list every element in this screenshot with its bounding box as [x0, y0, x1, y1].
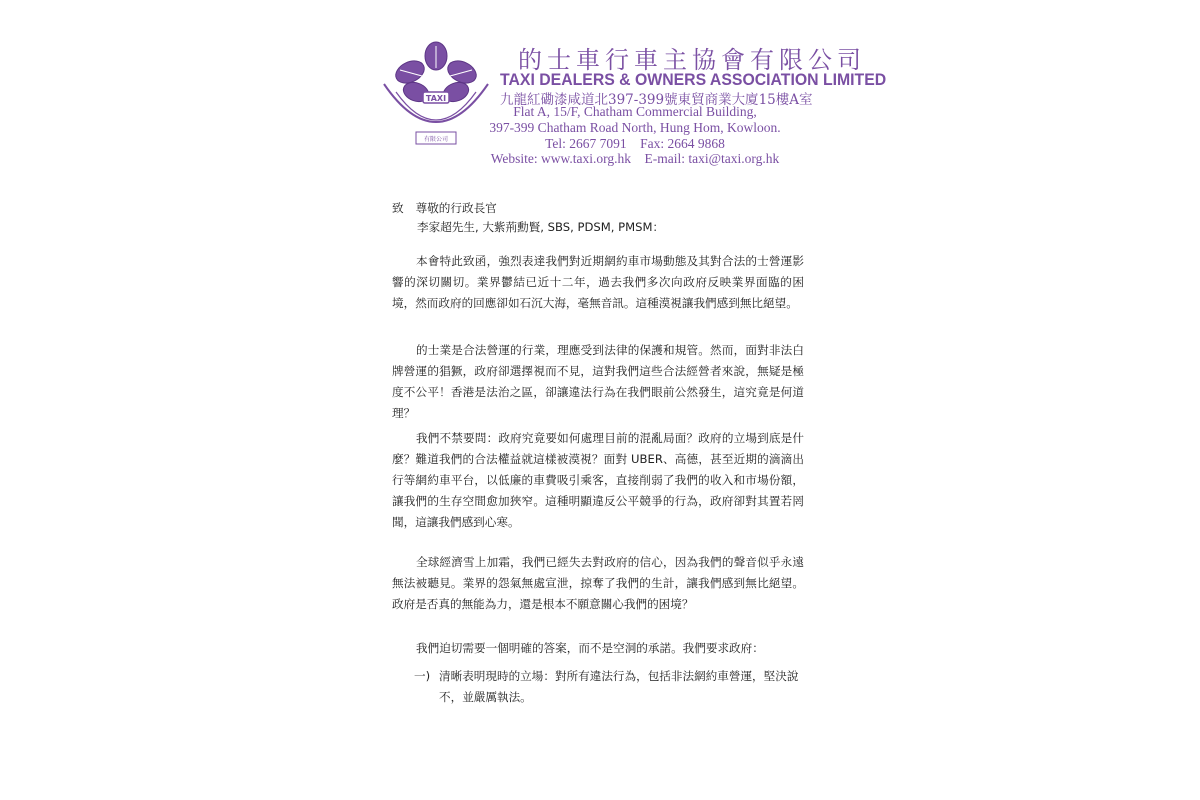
demand-number: 一) — [414, 669, 431, 683]
association-english-name: TAXI DEALERS & OWNERS ASSOCIATION LIMITED — [500, 70, 887, 89]
demand-item — [414, 666, 804, 708]
english-address-line-1: Flat A, 15/F, Chatham Commercial Building, — [513, 104, 757, 119]
addressee: 李家超先生, 大紫荊勳賢, SBS, PDSM, PMSM： — [417, 220, 665, 234]
paragraph-3: 我們不禁要問：政府究竟要如何處理目前的混亂局面？政府的立場到底是什麼？難道我們的合法權益就這樣被漠視？面對 UBER、高德，甚至近期的滴滴出行等網約車平台，以低廉的車費吸引乘客，直接削弱了我們的收入和市場份額，讓我們的生存空間愈加狹窄。這種明顯違反公平競爭的行為，政府卻對其置若罔聞，這讓我們感到心寒。 — [392, 431, 804, 529]
chinese-address: 九龍紅磡漆咸道北397-399號東貿商業大廈15樓A室 — [500, 92, 813, 108]
association-logo — [376, 40, 496, 152]
logo-taxi-text: TAXI — [425, 94, 447, 103]
salutation-title: 尊敬的行政長官 — [415, 201, 497, 215]
paragraph-2: 的士業是合法營運的行業，理應受到法律的保護和規管。然而，面對非法白牌營運的猖獗，政府卻選擇視而不見，這對我們這些合法經營者來說，無疑是極度不公平！香港是法治之區，卻讓違法行為在我們眼前公然發生，這究竟是何道理？ — [392, 343, 804, 420]
svg-text:有限公司: 有限公司 — [423, 136, 449, 143]
phone-fax: Tel: 2667 7091 Fax: 2664 9868 — [545, 136, 725, 151]
salutation-prefix: 致 — [392, 201, 404, 215]
paragraph-1: 本會特此致函，強烈表達我們對近期網約車市場動態及其對合法的士營運影響的深切關切。業界鬱結已近十二年，過去我們多次向政府反映業界面臨的困境，然而政府的回應卻如石沉大海，毫無音訊。這種漠視讓我們感到無比絕望。 — [392, 254, 804, 310]
salutation-line — [392, 200, 497, 216]
paragraph-5: 我們迫切需要一個明確的答案，而不是空洞的承諾。我們要求政府： — [416, 641, 764, 655]
paragraph-4: 全球經濟雪上加霜，我們已經失去對政府的信心，因為我們的聲音似乎永遠無法被聽見。業界的怨氣無處宣泄，掠奪了我們的生計，讓我們感到無比絕望。政府是否真的無能為力，還是根本不願意關心我們的困境？ — [392, 555, 804, 611]
english-address-line-2: 397-399 Chatham Road North, Hung Hom, Kowloon. — [489, 120, 781, 135]
website-email: Website: www.taxi.org.hk E-mail: taxi@taxi.org.hk — [490, 151, 780, 166]
demand-text: 清晰表明現時的立場：對所有違法行為，包括非法網約車營運，堅決說不，並嚴厲執法。 — [439, 669, 799, 704]
association-chinese-name: 的士車行車主協會有限公司 — [518, 46, 866, 74]
